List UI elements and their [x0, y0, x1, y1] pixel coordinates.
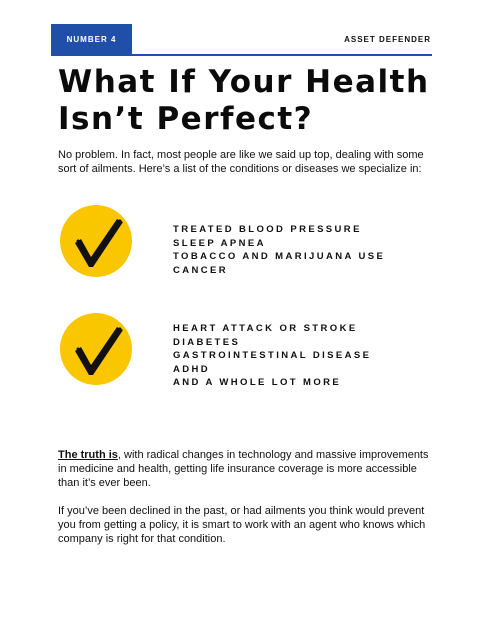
- truth-lead: The truth is: [58, 449, 118, 461]
- condition-item: CANCER: [173, 264, 229, 276]
- truth-body: , with radical changes in technology and massive improvements in medicine and health, getting life insurance coverage is more accessible than it’s ever been.: [58, 449, 429, 489]
- page-title-line-2: Isn’t Perfect?: [58, 101, 314, 137]
- header-divider: [51, 54, 432, 56]
- condition-item: GASTROINTESTINAL DISEASE: [173, 350, 372, 361]
- page-title: [58, 64, 438, 138]
- conditions-list-1: [173, 223, 385, 277]
- condition-item: ADHD: [173, 363, 211, 375]
- conditions-list-2: [173, 322, 371, 390]
- page-title-line-1: What If Your Health: [58, 64, 430, 100]
- condition-item: HEART ATTACK OR STROKE: [173, 323, 358, 334]
- intro-paragraph: No problem. In fact, most people are like we said up top, dealing with some sort of ailments. Here’s a list of the conditions or diseases we specialize in:: [58, 149, 424, 175]
- check-mark-icon: [60, 205, 132, 277]
- brand-name: ASSET DEFENDER: [344, 35, 431, 44]
- section-number-tab: [51, 24, 132, 55]
- condition-item: SLEEP APNEA: [173, 237, 266, 249]
- condition-item: DIABETES: [173, 336, 241, 348]
- truth-paragraph: [58, 448, 433, 490]
- condition-item: TOBACCO AND MARIJUANA USE: [173, 251, 386, 262]
- check-mark-icon: [60, 313, 132, 385]
- condition-item: AND A WHOLE LOT MORE: [173, 377, 342, 388]
- declined-paragraph: If you’ve been declined in the past, or had ailments you think would prevent you from getting a policy, it is smart to work with an agent who knows which company is right for that condition.: [58, 505, 426, 545]
- section-number-label: NUMBER 4: [66, 35, 117, 44]
- condition-item: TREATED BLOOD PRESSURE: [173, 224, 362, 235]
